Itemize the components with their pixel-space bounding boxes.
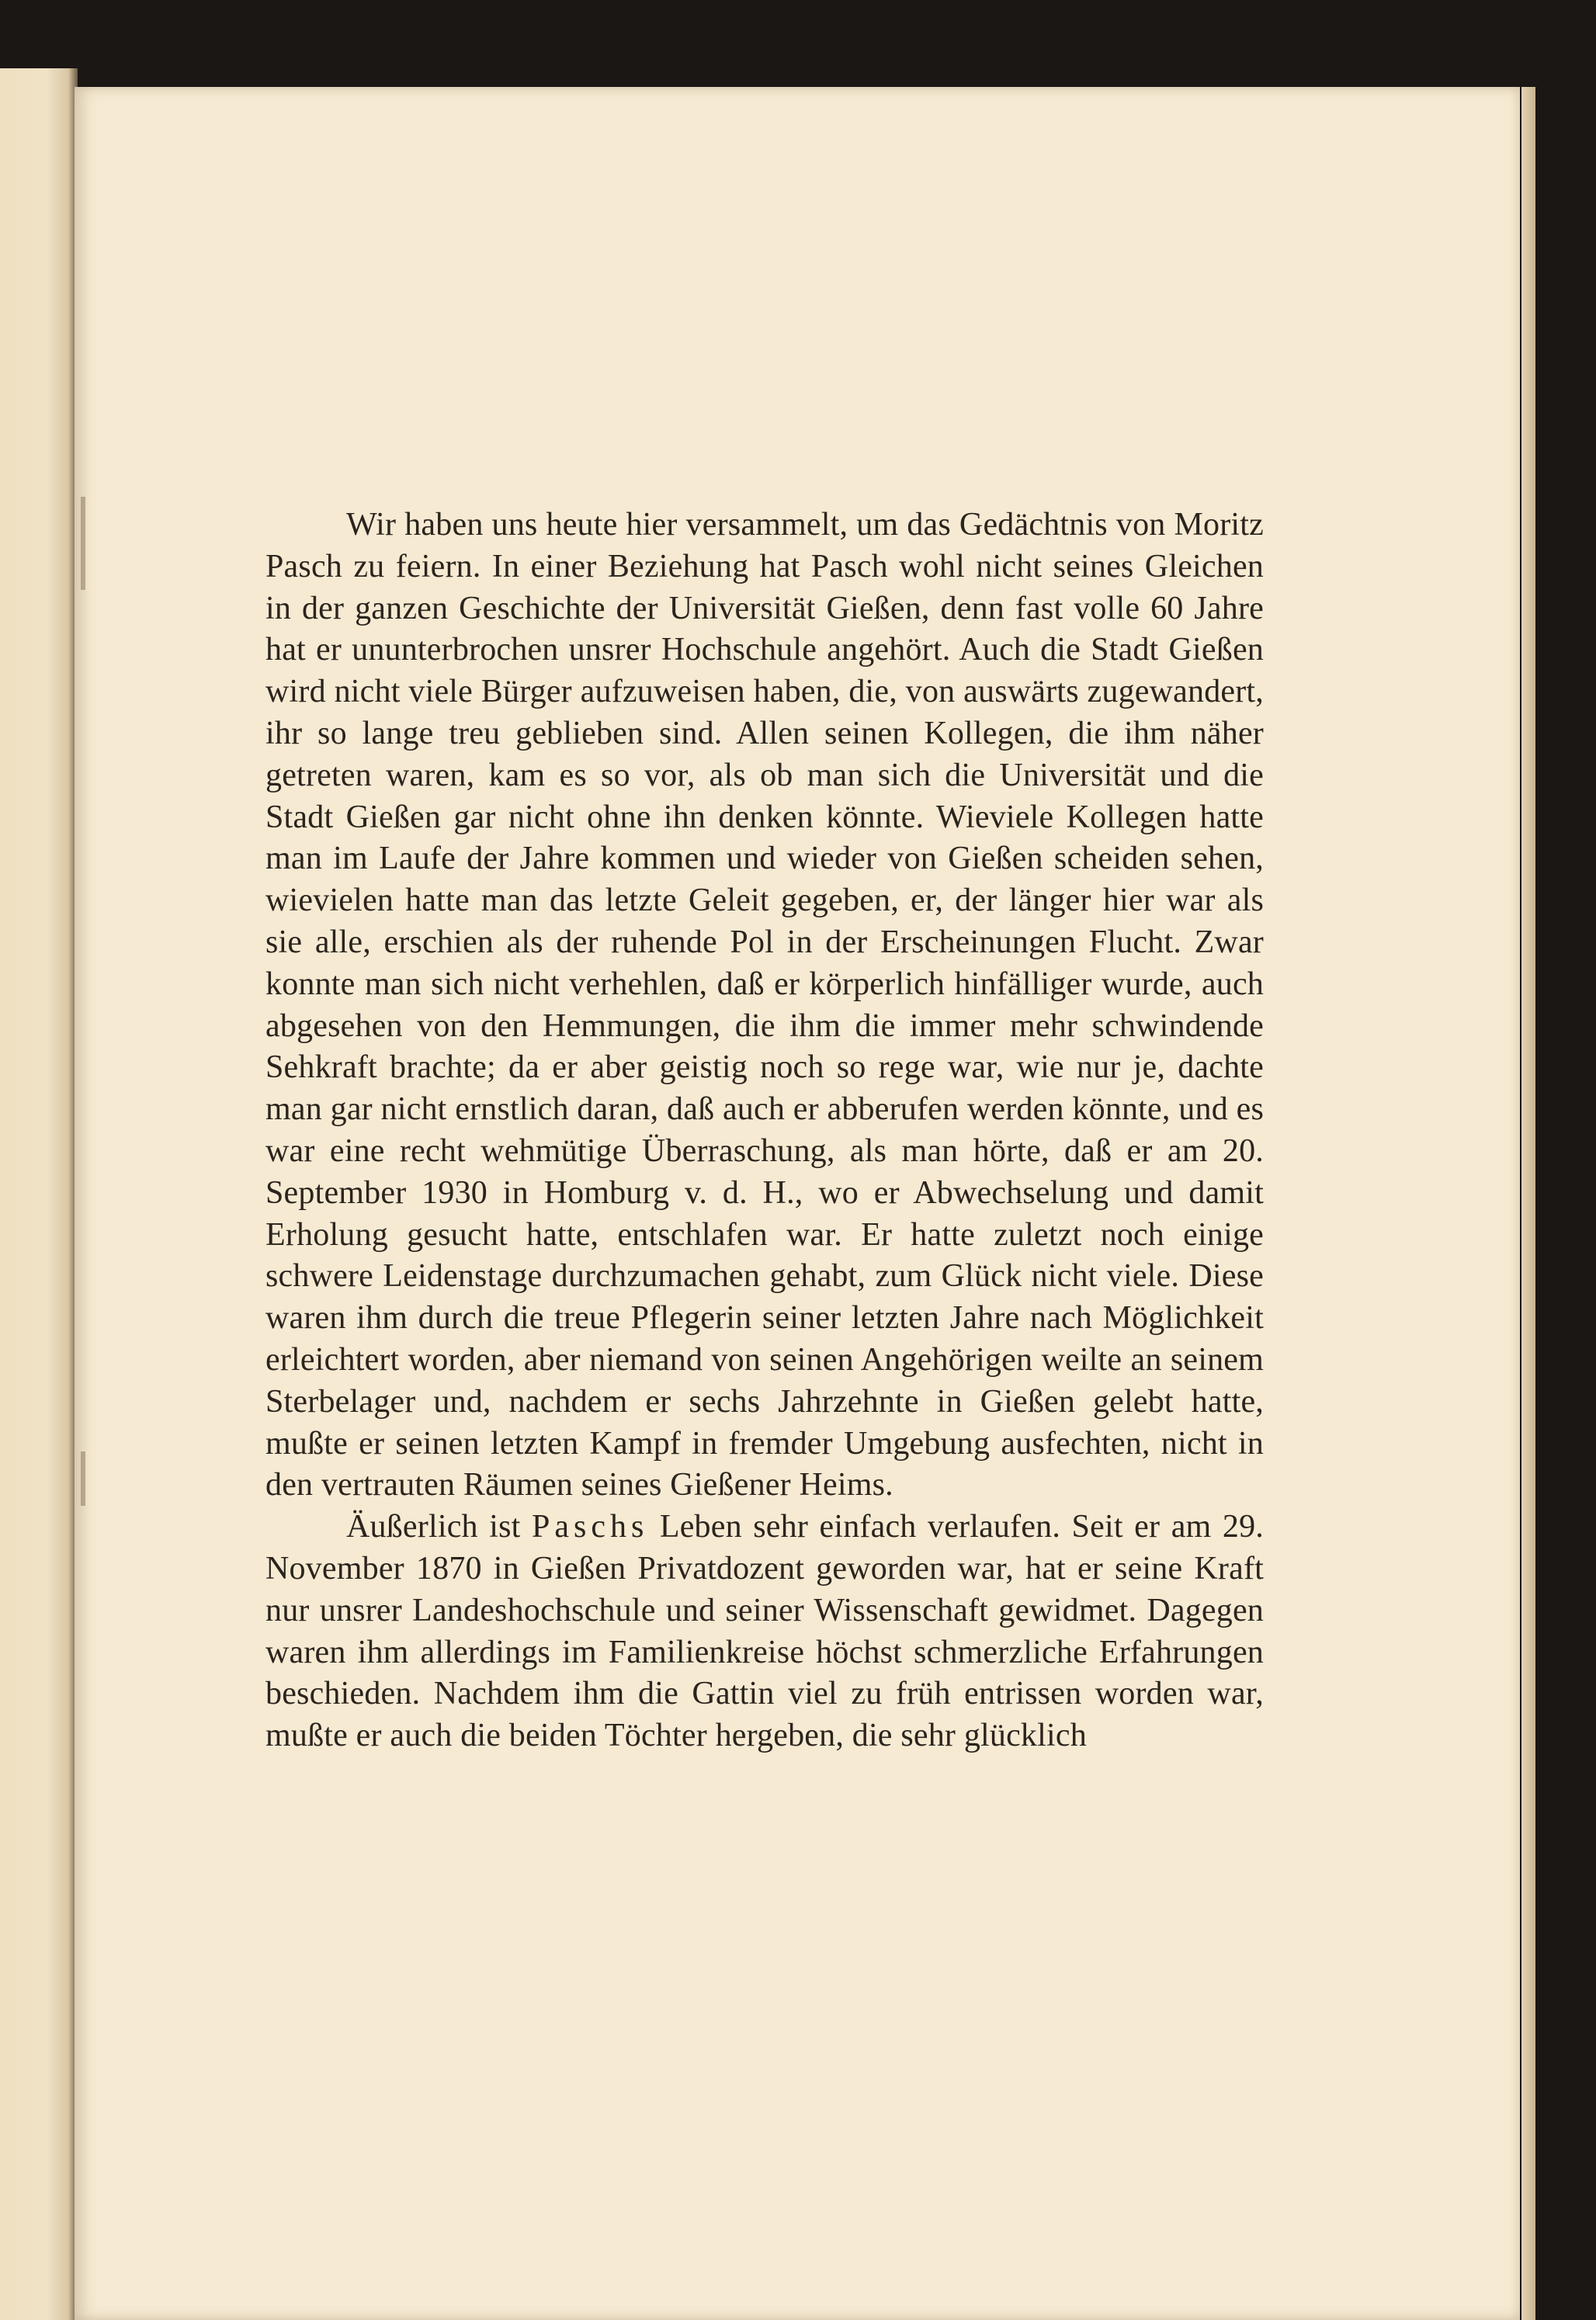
body-text <box>265 505 1264 1757</box>
paragraph-2-start: Äußerlich ist <box>346 1509 532 1545</box>
page-fore-edge <box>1521 87 1535 2320</box>
spaced-name: Paschs <box>532 1509 649 1545</box>
margin-mark <box>81 1451 85 1506</box>
margin-mark <box>81 497 85 590</box>
facing-page-edge <box>0 68 78 2320</box>
paragraph-2-rest: Leben sehr einfach verlaufen. Seit er am 29. November 1870 in Gießen Privatdozent geworden war, hat er seine Kraft nur unsrer Landeshochschule und seiner Wissenschaft gewidmet. Dagegen waren ihm allerdings im Familienkreise höchst schmerzliche Erfahrungen beschieden. Nachdem ihm die Gattin viel zu früh entrissen worden war, mußte er auch die beiden Töchter hergeben, die sehr glücklich <box>265 1509 1264 1754</box>
paragraph-2 <box>265 1507 1264 1757</box>
paragraph-1: Wir haben uns heute hier versammelt, um das Gedächtnis von Moritz Pasch zu feiern. In einer Beziehung hat Pasch wohl nicht seines Gleichen in der ganzen Geschichte der Universität Gießen, denn fast volle 60 Jahre hat er ununterbrochen unsrer Hochschule angehört. Auch die Stadt Gießen wird nicht viele Bürger aufzuweisen haben, die, von auswärts zugewandert, ihr so lange treu geblieben sind. Allen seinen Kollegen, die ihm näher getreten waren, kam es so vor, als ob man sich die Universität und die Stadt Gießen gar nicht ohne ihn denken könnte. Wieviele Kollegen hatte man im Laufe der Jahre kommen und wieder von Gießen scheiden sehen, wievielen hatte man das letzte Geleit gegeben, er, der länger hier war als sie alle, erschien als der ruhende Pol in der Erscheinungen Flucht. Zwar konnte man sich nicht verhehlen, daß er körperlich hinfälliger wurde, auch abgesehen von den Hemmungen, die ihm die immer mehr schwindende Sehkraft brachte; da er aber geistig noch so rege war, wie nur je, dachte man gar nicht ernstlich daran, daß auch er abberufen werden könnte, und es war eine recht wehmütige Überraschung, als man hörte, daß er am 20. September 1930 in Homburg v. d. H., wo er Abwechselung und damit Erholung gesucht hatte, entschlafen war. Er hatte zuletzt noch einige schwere Leidenstage durchzumachen gehabt, zum Glück nicht viele. Diese waren ihm durch die treue Pflegerin seiner letzten Jahre nach Möglichkeit erleichtert worden, aber niemand von seinen Angehörigen weilte an seinem Sterbelager und, nachdem er sechs Jahrzehnte in Gießen gelebt hatte, mußte er seinen letzten Kampf in fremder Umgebung ausfechten, nicht in den vertrauten Räumen seines Gießener Heims. <box>265 507 1264 1503</box>
